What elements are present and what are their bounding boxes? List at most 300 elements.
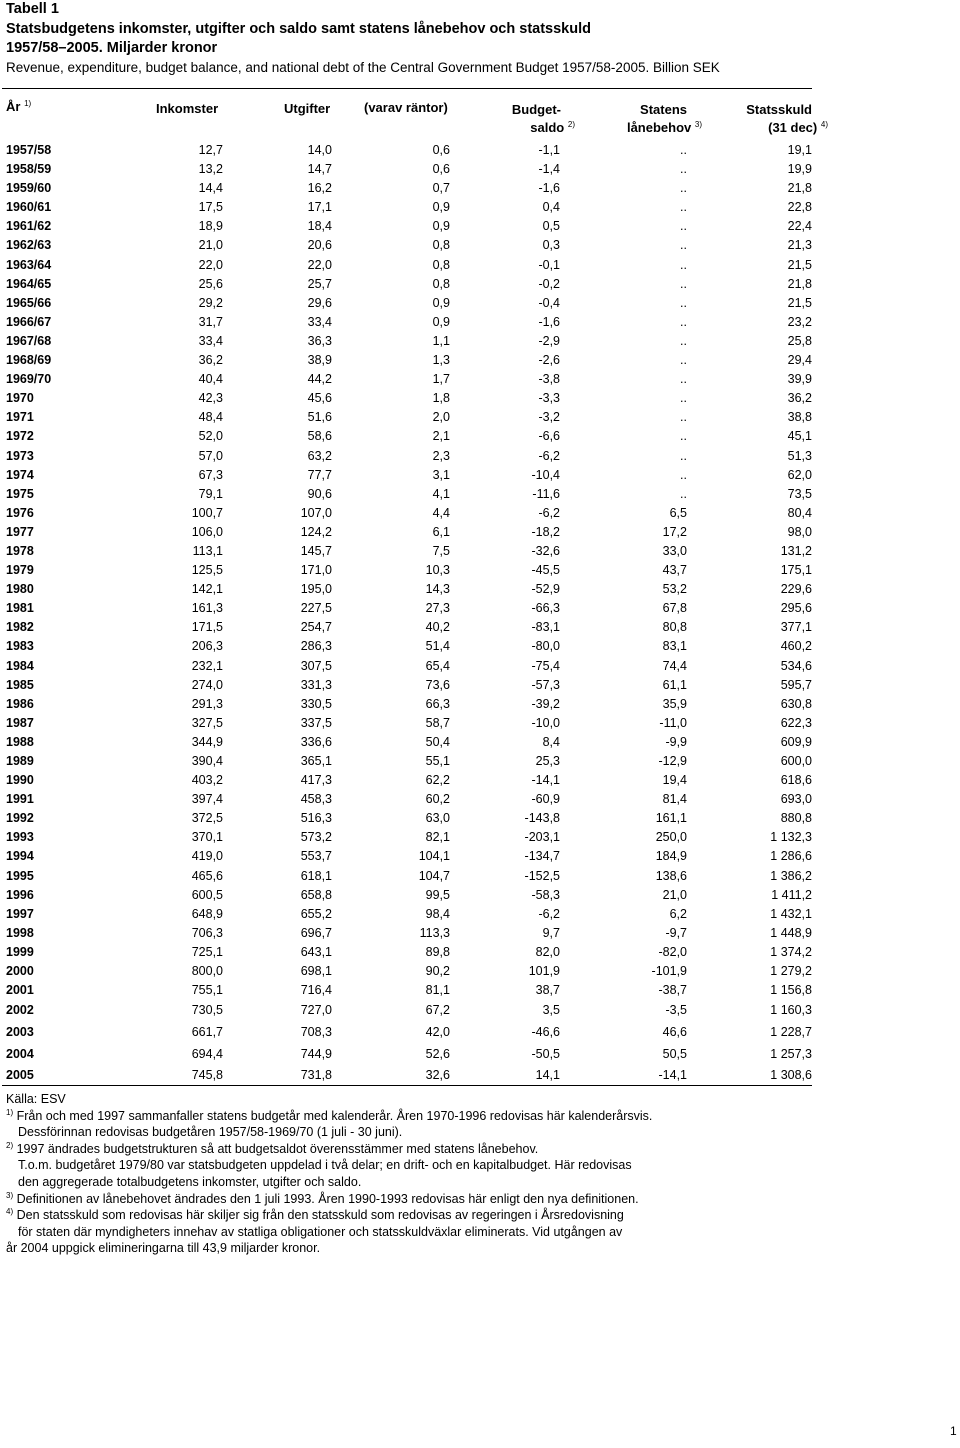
- cell-debt: 98,0: [787, 524, 812, 539]
- cell-revenue: 100,7: [191, 505, 223, 520]
- cell-debt: 1 286,6: [770, 849, 812, 864]
- table-row: [0, 714, 830, 733]
- cell-debt: 22,8: [787, 200, 812, 215]
- table-top-rule: [2, 88, 812, 89]
- table-row: [0, 657, 830, 676]
- cell-borrowing: ..: [680, 257, 687, 272]
- cell-borrowing: -11,0: [659, 715, 687, 730]
- table-row: [0, 561, 830, 580]
- table-row: [0, 924, 830, 943]
- table-row: [0, 332, 830, 351]
- footnote-1: $^{1)}$ Från och med 1997 sammanfaller statens budgetår med kalenderår. Åren 1970-1996 redovisas här kalenderårsvis.: [6, 1107, 653, 1123]
- cell-expenditure: 458,3: [300, 792, 332, 807]
- cell-expenditure: 337,5: [300, 715, 332, 730]
- cell-interest: 1,1: [432, 333, 450, 348]
- cell-borrowing: ..: [680, 219, 687, 234]
- cell-revenue: 48,4: [198, 410, 223, 425]
- table-row: [0, 580, 830, 599]
- cell-interest: 0,9: [432, 219, 450, 234]
- cell-revenue: 17,5: [198, 200, 223, 215]
- cell-revenue: 29,2: [198, 295, 223, 310]
- header-debt-line2: (31 dec) $^{4)}$: [768, 120, 828, 135]
- cell-balance: -52,9: [531, 582, 560, 597]
- table-row: [0, 523, 830, 542]
- cell-balance: -10,4: [531, 467, 560, 482]
- cell-revenue: 14,4: [198, 181, 223, 196]
- cell-year: 2003: [6, 1024, 34, 1039]
- cell-debt: 21,8: [787, 276, 812, 291]
- table-row: [0, 160, 830, 179]
- cell-debt: 595,7: [780, 677, 812, 692]
- cell-expenditure: 227,5: [300, 601, 332, 616]
- cell-year: 1971: [6, 410, 34, 425]
- cell-debt: 19,9: [787, 162, 812, 177]
- cell-expenditure: 731,8: [300, 1068, 332, 1083]
- cell-debt: 460,2: [780, 639, 812, 654]
- cell-year: 1973: [6, 448, 34, 463]
- cell-year: 1978: [6, 543, 34, 558]
- cell-expenditure: 254,7: [300, 620, 332, 635]
- footnote-4-cont: för staten där myndigheters innehav av statliga obligationer och statsskuldväxlar eliminerats. Vid utgången av: [18, 1224, 623, 1239]
- cell-debt: 38,8: [787, 410, 812, 425]
- cell-year: 1992: [6, 811, 34, 826]
- cell-interest: 2,3: [432, 448, 450, 463]
- cell-revenue: 161,3: [191, 601, 223, 616]
- table-row: [0, 179, 830, 198]
- cell-year: 1998: [6, 925, 34, 940]
- table-row: [0, 141, 830, 160]
- cell-year: 1999: [6, 944, 34, 959]
- cell-interest: 1,7: [432, 372, 450, 387]
- cell-revenue: 36,2: [198, 353, 223, 368]
- cell-balance: -1,4: [538, 162, 560, 177]
- cell-expenditure: 573,2: [300, 830, 332, 845]
- cell-balance: -14,1: [531, 773, 560, 788]
- cell-year: 1962/63: [6, 238, 52, 253]
- cell-revenue: 648,9: [191, 906, 223, 921]
- cell-expenditure: 29,6: [307, 295, 332, 310]
- cell-balance: -3,2: [538, 410, 560, 425]
- cell-debt: 1 228,7: [770, 1024, 812, 1039]
- header-expenditure: Utgifter: [284, 101, 331, 116]
- header-revenue: Inkomster: [156, 101, 219, 116]
- cell-revenue: 274,0: [191, 677, 223, 692]
- cell-revenue: 67,3: [198, 467, 223, 482]
- cell-expenditure: 696,7: [300, 925, 332, 940]
- cell-revenue: 206,3: [191, 639, 223, 654]
- cell-revenue: 42,3: [198, 391, 223, 406]
- footnote-3: $^{3)}$ Definitionen av lånebehovet ändrades den 1 juli 1993. Åren 1990-1993 redovisas här enligt den nya definitionen.: [6, 1190, 639, 1206]
- cell-debt: 39,9: [787, 372, 812, 387]
- table-row: [0, 752, 830, 771]
- cell-interest: 1,3: [432, 353, 450, 368]
- table-row: [0, 427, 830, 446]
- cell-revenue: 397,4: [191, 792, 223, 807]
- cell-balance: 0,4: [542, 200, 560, 215]
- cell-debt: 29,4: [787, 353, 812, 368]
- cell-balance: -45,5: [531, 563, 560, 578]
- cell-expenditure: 107,0: [300, 505, 332, 520]
- cell-balance: -32,6: [531, 543, 560, 558]
- cell-revenue: 344,9: [191, 734, 223, 749]
- table-row: [0, 886, 830, 905]
- cell-expenditure: 145,7: [300, 543, 332, 558]
- cell-expenditure: 618,1: [300, 868, 332, 883]
- footnote-1-cont: Dessförinnan redovisas budgetåren 1957/58-1969/70 (1 juli - 30 juni).: [18, 1125, 403, 1140]
- cell-debt: 73,5: [787, 486, 812, 501]
- cell-revenue: 113,1: [192, 543, 223, 558]
- table-row: [0, 867, 830, 886]
- cell-year: 1981: [6, 601, 34, 616]
- table-row: [0, 313, 830, 332]
- cell-balance: 9,7: [542, 925, 560, 940]
- table-row: [0, 466, 830, 485]
- cell-year: 1965/66: [6, 295, 52, 310]
- table-row: [0, 389, 830, 408]
- cell-debt: 609,9: [780, 734, 812, 749]
- cell-interest: 63,0: [425, 811, 450, 826]
- table-row: [0, 809, 830, 828]
- cell-borrowing: 83,1: [662, 639, 687, 654]
- cell-balance: 25,3: [535, 754, 560, 768]
- cell-borrowing: ..: [680, 181, 687, 196]
- cell-expenditure: 77,7: [307, 467, 332, 482]
- table-row: [0, 542, 830, 561]
- table-row: [0, 905, 830, 924]
- cell-revenue: 745,8: [191, 1068, 223, 1083]
- cell-borrowing: ..: [680, 295, 687, 310]
- table-row: [0, 981, 830, 1000]
- cell-balance: -58,3: [531, 887, 560, 902]
- cell-interest: 81,1: [425, 983, 450, 998]
- cell-expenditure: 330,5: [300, 696, 332, 711]
- cell-borrowing: -14,1: [658, 1068, 687, 1083]
- cell-revenue: 18,9: [198, 219, 223, 234]
- cell-balance: 38,7: [535, 983, 560, 998]
- cell-balance: -46,6: [531, 1024, 560, 1039]
- cell-debt: 880,8: [780, 811, 812, 826]
- cell-borrowing: ..: [680, 467, 687, 482]
- cell-year: 1985: [6, 677, 34, 692]
- cell-expenditure: 33,4: [307, 314, 332, 329]
- cell-interest: 60,2: [425, 792, 450, 807]
- cell-year: 1974: [6, 467, 34, 482]
- cell-expenditure: 655,2: [300, 906, 332, 921]
- cell-year: 2005: [6, 1068, 34, 1083]
- cell-borrowing: 6,2: [669, 906, 687, 921]
- cell-year: 2002: [6, 1003, 34, 1018]
- footnote-2-cont: T.o.m. budgetåret 1979/80 var statsbudgeten uppdelad i två delar; en drift- och en kapitalbudget. Här redovisas: [18, 1158, 632, 1173]
- cell-debt: 175,1: [780, 563, 812, 578]
- cell-interest: 113,3: [419, 925, 450, 940]
- cell-borrowing: 33,0: [662, 543, 687, 558]
- table-body: [0, 141, 830, 1087]
- table-row: [0, 351, 830, 370]
- cell-expenditure: 516,3: [300, 811, 332, 826]
- cell-borrowing: ..: [680, 353, 687, 368]
- cell-borrowing: -38,7: [658, 983, 687, 998]
- cell-expenditure: 124,2: [300, 524, 332, 539]
- table-title-period: 1957/58–2005. Miljarder kronor: [6, 40, 218, 56]
- cell-debt: 1 448,9: [770, 925, 812, 940]
- cell-borrowing: -9,9: [665, 734, 687, 749]
- header-debt-line1: Statsskuld: [746, 102, 812, 117]
- header-interest: (varav räntor): [364, 100, 448, 115]
- table-row: [0, 771, 830, 790]
- table-heading: [6, 0, 946, 77]
- table-row: [0, 504, 830, 523]
- cell-balance: -10,0: [531, 715, 560, 730]
- cell-year: 1990: [6, 773, 34, 788]
- cell-borrowing: ..: [680, 314, 687, 329]
- cell-expenditure: 553,7: [300, 849, 332, 864]
- cell-borrowing: 61,1: [662, 677, 687, 692]
- cell-debt: 21,5: [787, 295, 812, 310]
- cell-year: 2004: [6, 1046, 34, 1061]
- table-row: [0, 1000, 830, 1022]
- table-row: [0, 370, 830, 389]
- cell-debt: 51,3: [787, 448, 812, 463]
- cell-debt: 131,2: [780, 543, 812, 558]
- cell-interest: 14,3: [425, 582, 450, 597]
- cell-balance: 8,4: [542, 734, 560, 749]
- cell-debt: 630,8: [780, 696, 812, 711]
- cell-interest: 10,3: [425, 563, 450, 578]
- cell-revenue: 419,0: [191, 849, 223, 864]
- cell-revenue: 13,2: [198, 162, 223, 177]
- cell-borrowing: ..: [680, 162, 687, 177]
- cell-interest: 104,7: [418, 868, 450, 883]
- cell-revenue: 40,4: [198, 372, 223, 387]
- cell-debt: 22,4: [787, 219, 812, 234]
- cell-borrowing: ..: [680, 333, 687, 348]
- cell-borrowing: ..: [680, 486, 687, 501]
- cell-balance: 101,9: [528, 964, 560, 979]
- cell-interest: 0,8: [432, 238, 450, 253]
- cell-year: 1994: [6, 849, 34, 864]
- cell-balance: -0,4: [538, 295, 560, 310]
- cell-revenue: 706,3: [191, 925, 223, 940]
- cell-borrowing: ..: [680, 238, 687, 253]
- cell-interest: 65,4: [425, 658, 450, 673]
- cell-expenditure: 58,6: [307, 429, 332, 444]
- cell-year: 1975: [6, 486, 34, 501]
- cell-borrowing: -3,5: [665, 1003, 687, 1018]
- cell-borrowing: 81,4: [662, 792, 687, 807]
- cell-interest: 27,3: [425, 601, 450, 616]
- cell-year: 2000: [6, 964, 34, 979]
- cell-balance: -134,7: [524, 849, 560, 864]
- cell-balance: -0,2: [538, 276, 560, 291]
- cell-revenue: 21,0: [198, 238, 223, 253]
- table-row: [0, 1044, 830, 1066]
- cell-borrowing: 46,6: [662, 1024, 687, 1039]
- header-year: År $^{1)}$: [6, 99, 32, 114]
- cell-debt: 600,0: [780, 754, 812, 768]
- cell-year: 1984: [6, 658, 34, 673]
- cell-interest: 52,6: [425, 1046, 450, 1061]
- cell-expenditure: 14,0: [307, 143, 332, 157]
- cell-balance: -57,3: [531, 677, 560, 692]
- cell-revenue: 694,4: [191, 1046, 223, 1061]
- table-row: [0, 1022, 830, 1044]
- cell-expenditure: 63,2: [307, 448, 332, 463]
- cell-debt: 1 432,1: [770, 906, 812, 921]
- cell-revenue: 171,5: [191, 620, 223, 635]
- cell-balance: -1,1: [538, 143, 560, 157]
- cell-borrowing: 67,8: [662, 601, 687, 616]
- cell-balance: -39,2: [531, 696, 560, 711]
- cell-interest: 2,0: [432, 410, 450, 425]
- cell-debt: 1 308,6: [770, 1068, 812, 1083]
- cell-year: 1958/59: [6, 162, 52, 177]
- cell-revenue: 465,6: [191, 868, 223, 883]
- cell-revenue: 52,0: [198, 429, 223, 444]
- cell-year: 1960/61: [6, 200, 52, 215]
- table-row: [0, 637, 830, 656]
- cell-revenue: 600,5: [191, 887, 223, 902]
- cell-revenue: 661,7: [191, 1024, 223, 1039]
- cell-year: 1989: [6, 754, 34, 768]
- cell-interest: 90,2: [425, 964, 450, 979]
- footnotes: [6, 1091, 906, 1257]
- cell-debt: 1 160,3: [770, 1003, 812, 1018]
- cell-borrowing: ..: [680, 429, 687, 444]
- cell-year: 1986: [6, 696, 34, 711]
- cell-balance: -75,4: [531, 658, 560, 673]
- cell-revenue: 403,2: [191, 773, 223, 788]
- header-borrowing-line1: Statens: [640, 102, 687, 117]
- cell-balance: -6,2: [538, 505, 560, 520]
- cell-year: 1957/58: [6, 143, 52, 157]
- cell-revenue: 327,5: [191, 715, 223, 730]
- cell-borrowing: 161,1: [655, 811, 687, 826]
- cell-revenue: 232,1: [191, 658, 223, 673]
- cell-interest: 40,2: [425, 620, 450, 635]
- cell-borrowing: ..: [680, 391, 687, 406]
- cell-borrowing: 17,2: [662, 524, 687, 539]
- cell-year: 2001: [6, 983, 34, 998]
- cell-borrowing: -12,9: [658, 754, 687, 768]
- cell-year: 1976: [6, 505, 34, 520]
- cell-debt: 295,6: [780, 601, 812, 616]
- cell-year: 1996: [6, 887, 34, 902]
- cell-borrowing: 184,9: [655, 849, 687, 864]
- cell-borrowing: 250,0: [655, 830, 687, 845]
- cell-interest: 104,1: [418, 849, 450, 864]
- cell-balance: -3,3: [538, 391, 560, 406]
- cell-interest: 6,1: [432, 524, 450, 539]
- cell-year: 1995: [6, 868, 34, 883]
- cell-borrowing: ..: [680, 410, 687, 425]
- cell-interest: 32,6: [425, 1068, 450, 1083]
- cell-revenue: 125,5: [191, 563, 223, 578]
- table-row: [0, 695, 830, 714]
- cell-expenditure: 417,3: [300, 773, 332, 788]
- cell-expenditure: 44,2: [307, 372, 332, 387]
- footnote-2-cont2: den aggregerade totalbudgetens inkomster, utgifter och saldo.: [18, 1174, 362, 1189]
- cell-interest: 55,1: [425, 754, 450, 768]
- cell-revenue: 730,5: [191, 1003, 223, 1018]
- table-row: [0, 847, 830, 866]
- cell-borrowing: 6,5: [669, 505, 687, 520]
- cell-expenditure: 195,0: [300, 582, 332, 597]
- cell-balance: -1,6: [538, 181, 560, 196]
- cell-expenditure: 336,6: [300, 734, 332, 749]
- header-borrowing-line2: lånebehov $^{3)}$: [626, 120, 702, 135]
- cell-revenue: 390,4: [191, 754, 223, 768]
- footnote-2: $^{2)}$ 1997 ändrades budgetstrukturen så att budgetsaldot överensstämmer med statens lånebehov.: [6, 1140, 539, 1156]
- cell-expenditure: 36,3: [307, 333, 332, 348]
- cell-interest: 0,9: [432, 314, 450, 329]
- table-row: [0, 790, 830, 809]
- table-row: [0, 217, 830, 236]
- cell-interest: 51,4: [425, 639, 450, 654]
- cell-year: 1972: [6, 429, 34, 444]
- cell-revenue: 79,1: [198, 486, 223, 501]
- cell-revenue: 25,6: [198, 276, 223, 291]
- cell-revenue: 142,1: [191, 582, 223, 597]
- header-balance-line2: saldo $^{2)}$: [530, 120, 575, 135]
- cell-balance: 14,1: [535, 1068, 560, 1083]
- cell-borrowing: -9,7: [665, 925, 687, 940]
- cell-debt: 21,3: [787, 238, 812, 253]
- cell-debt: 36,2: [787, 391, 812, 406]
- cell-expenditure: 643,1: [300, 944, 332, 959]
- table-number: Tabell 1: [6, 1, 59, 17]
- table-row: [0, 599, 830, 618]
- cell-year: 1982: [6, 620, 34, 635]
- cell-expenditure: 18,4: [307, 219, 332, 234]
- cell-debt: 45,1: [787, 429, 812, 444]
- cell-interest: 50,4: [425, 734, 450, 749]
- cell-balance: -143,8: [524, 811, 560, 826]
- cell-expenditure: 38,9: [307, 353, 332, 368]
- cell-interest: 2,1: [432, 429, 450, 444]
- cell-balance: -2,9: [538, 333, 560, 348]
- cell-interest: 0,9: [432, 200, 450, 215]
- cell-borrowing: 53,2: [662, 582, 687, 597]
- cell-debt: 534,6: [780, 658, 812, 673]
- cell-expenditure: 14,7: [307, 162, 332, 177]
- cell-borrowing: 43,7: [662, 563, 687, 578]
- cell-expenditure: 708,3: [300, 1024, 332, 1039]
- cell-year: 1983: [6, 639, 34, 654]
- cell-debt: 1 386,2: [770, 868, 812, 883]
- cell-balance: -66,3: [531, 601, 560, 616]
- table-subtitle-english: Revenue, expenditure, budget balance, and national debt of the Central Government Budget 1957/58-2005. Billion SEK: [6, 59, 720, 75]
- footnote-4-cont2: år 2004 uppgick elimineringarna till 43,9 miljarder kronor.: [6, 1241, 321, 1256]
- cell-expenditure: 727,0: [300, 1003, 332, 1018]
- cell-balance: 0,3: [542, 238, 560, 253]
- cell-borrowing: 80,8: [662, 620, 687, 635]
- cell-interest: 3,1: [432, 467, 450, 482]
- cell-borrowing: ..: [680, 143, 687, 157]
- cell-debt: 80,4: [787, 505, 812, 520]
- cell-revenue: 31,7: [198, 314, 223, 329]
- cell-borrowing: ..: [680, 200, 687, 215]
- cell-balance: -6,6: [538, 429, 560, 444]
- cell-revenue: 370,1: [191, 830, 223, 845]
- cell-revenue: 22,0: [198, 257, 223, 272]
- cell-debt: 693,0: [780, 792, 812, 807]
- cell-year: 1987: [6, 715, 34, 730]
- cell-interest: 0,9: [432, 295, 450, 310]
- cell-balance: 3,5: [542, 1003, 560, 1018]
- cell-expenditure: 331,3: [300, 677, 332, 692]
- cell-debt: 229,6: [780, 582, 812, 597]
- table-row: [0, 236, 830, 255]
